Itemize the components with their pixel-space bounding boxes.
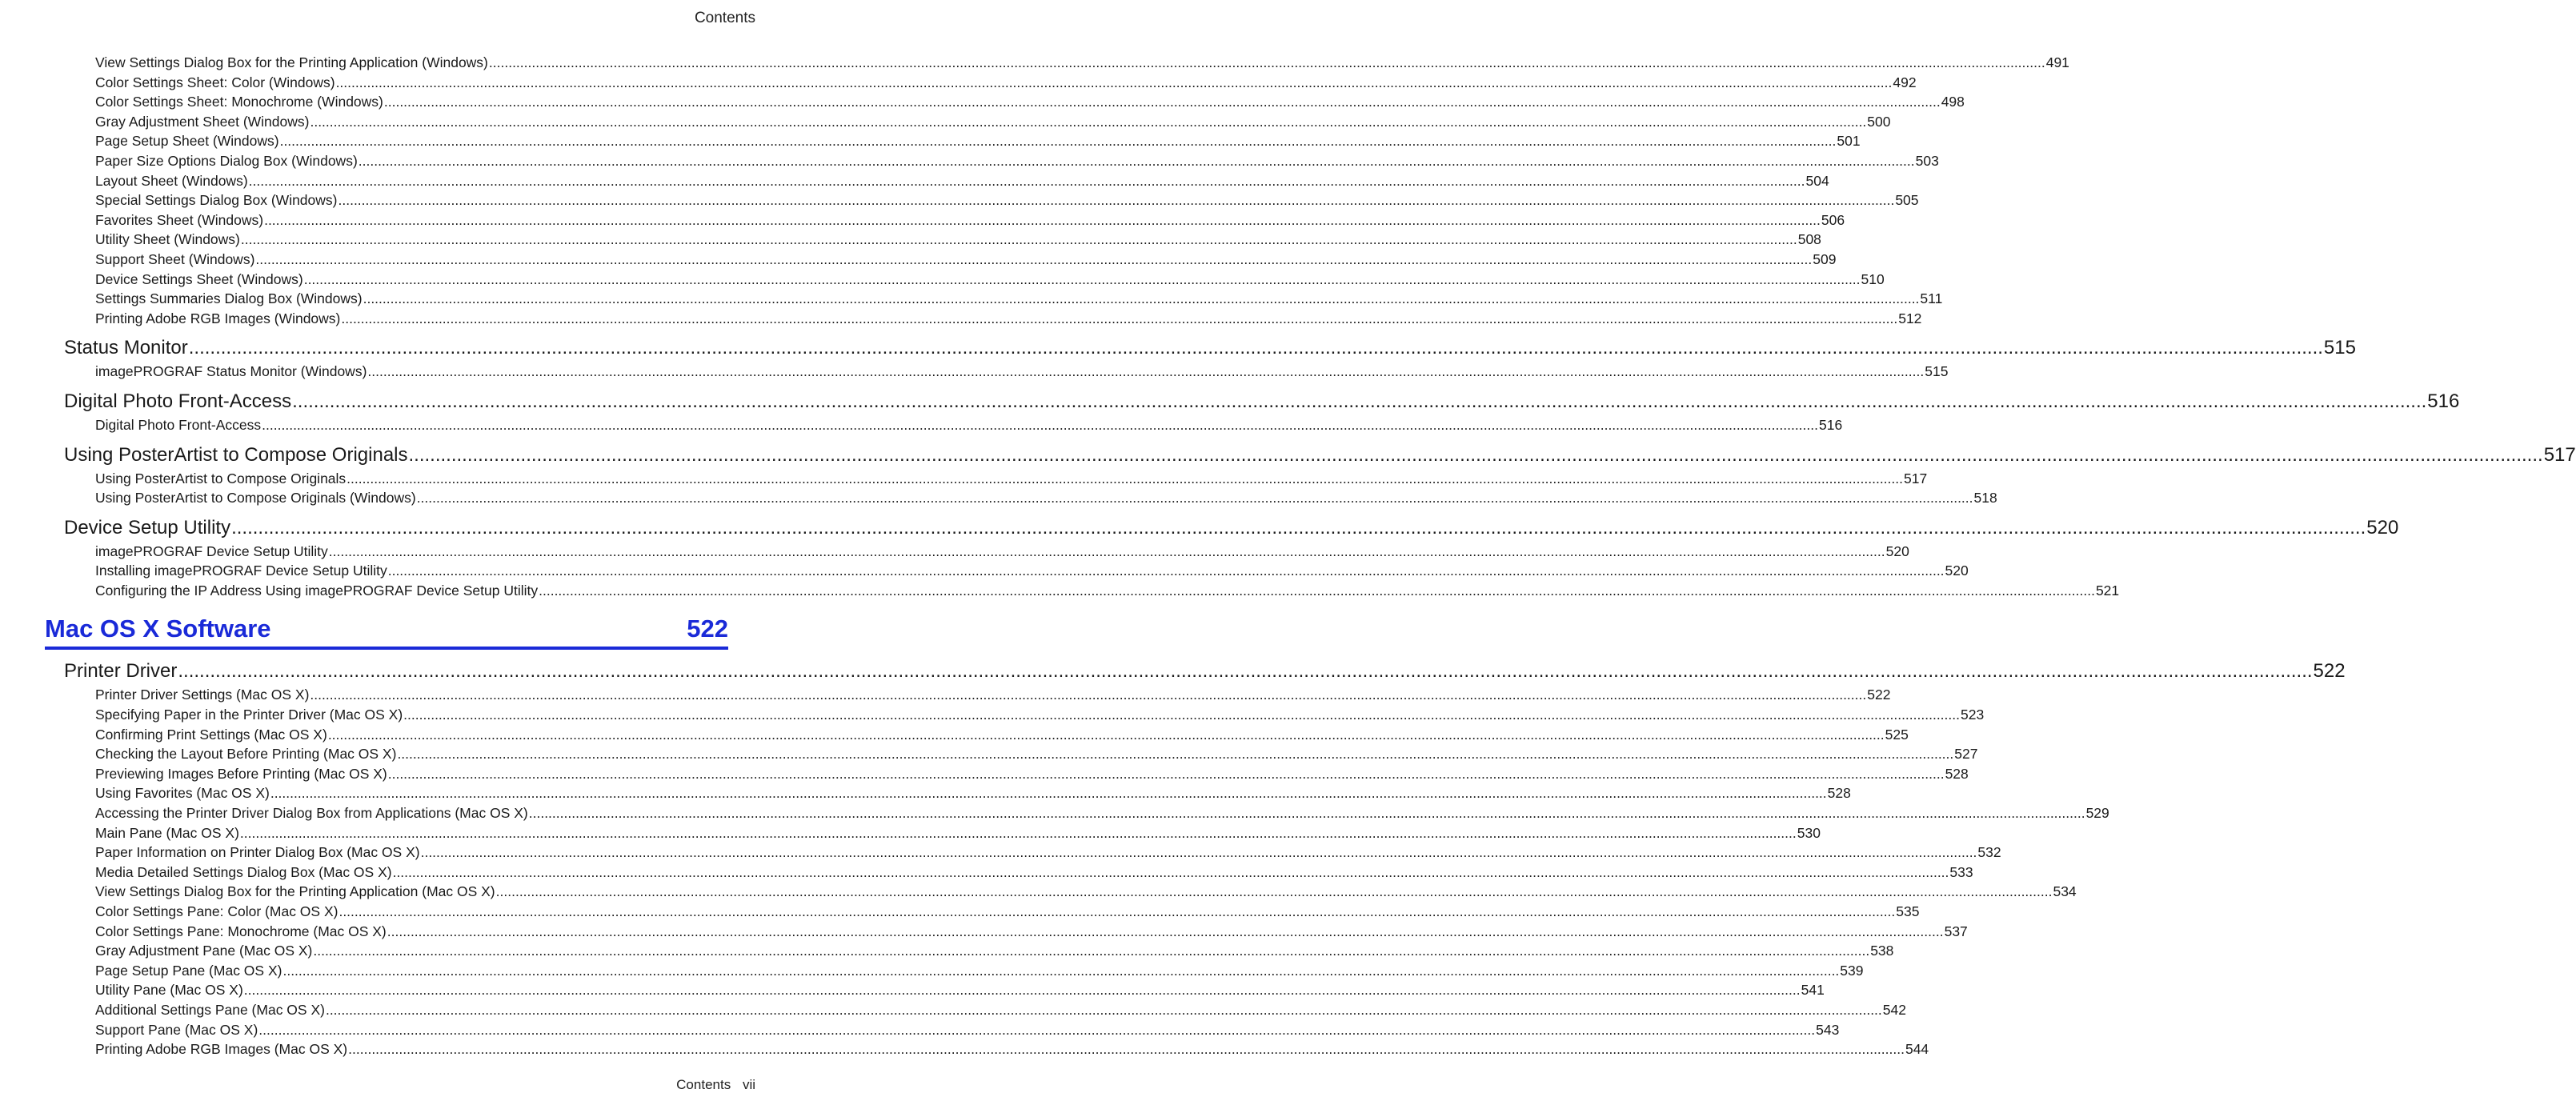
toc-entry-text: Support Sheet (Windows) <box>95 250 255 267</box>
toc-entry-text: Checking the Layout Before Printing (Mac OS X) <box>95 746 397 763</box>
page-number: 492 <box>1893 74 1917 90</box>
toc-entry-text: Gray Adjustment Pane (Mac OS X) <box>95 943 313 959</box>
toc-entry[interactable] <box>95 73 1917 93</box>
dot-leader: ................................................................................................................................................................................................................................................................................................................................................................................................................ <box>264 211 1821 228</box>
dot-leader: ................................................................................................................................................................................................................................................................................................................................................................................................................ <box>397 746 1954 763</box>
dot-leader: ................................................................................................................................................................................................................................................................................................................................................................................................................ <box>240 231 1797 248</box>
dot-leader: ................................................................................................................................................................................................................................................................................................................................................................................................................ <box>279 133 1837 150</box>
toc-entry[interactable] <box>95 725 1909 745</box>
toc-entry[interactable] <box>95 863 1973 883</box>
toc-entry-text: Page Setup Pane (Mac OS X) <box>95 962 282 979</box>
page-footer <box>676 1077 755 1093</box>
page-number: 491 <box>2045 54 2069 70</box>
dot-leader: ................................................................................................................................................................................................................................................................................................................................................................................................................ <box>367 363 1925 380</box>
dot-leader: ................................................................................................................................................................................................................................................................................................................................................................................................................ <box>248 172 1805 189</box>
dot-leader: ................................................................................................................................................................................................................................................................................................................................................................................................................ <box>528 805 2085 822</box>
page-number: 510 <box>1861 270 1885 287</box>
dot-leader: ................................................................................................................................................................................................................................................................................................................................................................................................................ <box>348 1041 1905 1058</box>
dot-leader: ................................................................................................................................................................................................................................................................................................................................................................................................................ <box>416 490 1973 506</box>
toc-entry-text: Confirming Print Settings (Mac OS X) <box>95 726 327 743</box>
page-number: 521 <box>2095 582 2120 599</box>
page-number: 508 <box>1797 231 1821 248</box>
page-number: 516 <box>1819 416 1843 433</box>
toc-entry[interactable] <box>95 744 1978 764</box>
dot-leader: ................................................................................................................................................................................................................................................................................................................................................................................................................ <box>420 844 1977 861</box>
toc-entry-text: Printing Adobe RGB Images (Windows) <box>95 310 341 326</box>
toc-entry[interactable] <box>95 131 1861 151</box>
page-number: 535 <box>1896 903 1920 919</box>
toc-entry[interactable] <box>95 561 1969 581</box>
section-heading-text: Status Monitor <box>64 337 188 359</box>
page-number: 532 <box>1977 844 2001 861</box>
chapter-title: Mac OS X Software <box>45 615 271 643</box>
dot-leader: ................................................................................................................................................................................................................................................................................................................................................................................................................ <box>363 290 1920 307</box>
dot-leader: ................................................................................................................................................................................................................................................................................................................................................................................................................ <box>392 863 1949 880</box>
toc-entry[interactable] <box>95 250 1837 270</box>
page-number: 520 <box>1885 542 1909 559</box>
page-number: 516 <box>2427 390 2460 412</box>
dot-leader: ................................................................................................................................................................................................................................................................................................................................................................................................................ <box>282 962 1840 979</box>
toc-entry-text: Color Settings Pane: Monochrome (Mac OS X) <box>95 923 387 939</box>
toc-entry[interactable] <box>95 843 2001 863</box>
toc-entry[interactable] <box>95 803 2109 823</box>
toc-entry-text: Specifying Paper in the Printer Driver (Mac OS X) <box>95 707 403 723</box>
dot-leader: ................................................................................................................................................................................................................................................................................................................................................................................................................ <box>231 516 2366 538</box>
dot-leader: ................................................................................................................................................................................................................................................................................................................................................................................................................ <box>358 152 1915 169</box>
section-heading-text: Printer Driver <box>64 660 178 683</box>
page-number: 517 <box>1904 470 1928 486</box>
toc-entry[interactable] <box>95 151 1939 171</box>
dot-leader: ................................................................................................................................................................................................................................................................................................................................................................................................................ <box>539 582 2095 599</box>
toc-entry-text: Digital Photo Front-Access <box>95 416 262 433</box>
toc-entry-text: Using PosterArtist to Compose Originals <box>95 470 347 486</box>
toc-entry-text: Printing Adobe RGB Images (Mac OS X) <box>95 1041 348 1058</box>
toc-entry[interactable] <box>95 922 1968 942</box>
page-number: 517 <box>2543 443 2576 466</box>
toc-entry-text: Gray Adjustment Sheet (Windows) <box>95 113 310 130</box>
page-number: 543 <box>1816 1021 1840 1038</box>
page-number: 534 <box>2053 883 2077 900</box>
dot-leader: ................................................................................................................................................................................................................................................................................................................................................................................................................ <box>262 416 1818 433</box>
toc-entry[interactable] <box>95 488 1997 508</box>
toc-entry-text: Main Pane (Mac OS X) <box>95 824 239 841</box>
toc-entry[interactable] <box>95 309 1922 329</box>
toc-entry[interactable] <box>95 823 1821 843</box>
dot-leader: ................................................................................................................................................................................................................................................................................................................................................................................................................ <box>387 923 1944 939</box>
toc-entry-text: Special Settings Dialog Box (Windows) <box>95 192 338 209</box>
toc-entry[interactable] <box>95 171 1829 191</box>
toc-entry-text: Color Settings Sheet: Color (Windows) <box>95 74 335 90</box>
toc-entry[interactable] <box>95 469 1928 489</box>
page-number: 520 <box>1945 563 1969 579</box>
page-number: 533 <box>1949 863 1973 880</box>
page-number: 525 <box>1885 726 1909 743</box>
table-of-contents <box>0 53 2576 1059</box>
dot-leader: ................................................................................................................................................................................................................................................................................................................................................................................................................ <box>347 470 1903 486</box>
page-number: 528 <box>1827 785 1851 802</box>
page-number: 542 <box>1882 1001 1906 1018</box>
page-number: 520 <box>2366 516 2399 538</box>
toc-entry-text: Printer Driver Settings (Mac OS X) <box>95 687 310 703</box>
dot-leader: ................................................................................................................................................................................................................................................................................................................................................................................................................ <box>328 542 1885 559</box>
toc-entry[interactable] <box>95 764 1969 784</box>
page-number: 537 <box>1944 923 1968 939</box>
page-number: 505 <box>1895 192 1919 209</box>
page-number: 541 <box>1801 982 1825 999</box>
page-number: 511 <box>1920 290 1943 307</box>
dot-leader: ................................................................................................................................................................................................................................................................................................................................................................................................................ <box>341 310 1898 326</box>
toc-entry[interactable] <box>95 685 1891 705</box>
page-number: 523 <box>1961 707 1985 723</box>
toc-entry[interactable] <box>95 882 2077 902</box>
dot-leader: ................................................................................................................................................................................................................................................................................................................................................................................................................ <box>178 660 2313 683</box>
dot-leader: ................................................................................................................................................................................................................................................................................................................................................................................................................ <box>495 883 2053 900</box>
toc-entry[interactable] <box>95 1039 1929 1059</box>
toc-entry[interactable] <box>95 581 2120 601</box>
toc-entry[interactable] <box>95 53 2069 73</box>
page-number: 528 <box>1945 765 1969 782</box>
toc-entry[interactable] <box>95 415 1843 435</box>
toc-entry-text: Accessing the Printer Driver Dialog Box from Applications (Mac OS X) <box>95 805 528 822</box>
page-number: 503 <box>1915 152 1939 169</box>
page-number: 518 <box>1973 490 1997 506</box>
toc-entry[interactable] <box>95 230 1821 250</box>
chapter-heading[interactable] <box>45 611 728 650</box>
section-heading[interactable] <box>64 658 2346 685</box>
dot-leader: ................................................................................................................................................................................................................................................................................................................................................................................................................ <box>270 785 1827 802</box>
dot-leader: ................................................................................................................................................................................................................................................................................................................................................................................................................ <box>310 113 1867 130</box>
section-heading[interactable] <box>64 514 2399 542</box>
toc-entry-text: View Settings Dialog Box for the Printing Application (Mac OS X) <box>95 883 495 900</box>
toc-entry[interactable] <box>95 980 1825 1000</box>
dot-leader: ................................................................................................................................................................................................................................................................................................................................................................................................................ <box>243 982 1801 999</box>
dot-leader: ................................................................................................................................................................................................................................................................................................................................................................................................................ <box>310 687 1867 703</box>
toc-entry-text: Utility Pane (Mac OS X) <box>95 982 243 999</box>
dot-leader: ................................................................................................................................................................................................................................................................................................................................................................................................................ <box>335 74 1893 90</box>
toc-entry[interactable] <box>95 1000 1906 1020</box>
toc-entry-text: Device Settings Sheet (Windows) <box>95 270 303 287</box>
toc-entry[interactable] <box>95 1020 1840 1040</box>
footer-page-number: vii <box>742 1077 755 1092</box>
dot-leader: ................................................................................................................................................................................................................................................................................................................................................................................................................ <box>258 1021 1816 1038</box>
dot-leader: ................................................................................................................................................................................................................................................................................................................................................................................................................ <box>327 726 1885 743</box>
page-number: 544 <box>1905 1041 1929 1058</box>
section-heading-text: Device Setup Utility <box>64 516 231 538</box>
section-heading[interactable] <box>64 388 2460 415</box>
toc-entry[interactable] <box>95 289 1943 309</box>
dot-leader: ................................................................................................................................................................................................................................................................................................................................................................................................................ <box>239 824 1797 841</box>
dot-leader: ................................................................................................................................................................................................................................................................................................................................................................................................................ <box>403 707 1960 723</box>
section-heading-text: Using PosterArtist to Compose Originals <box>64 443 408 466</box>
dot-leader: ................................................................................................................................................................................................................................................................................................................................................................................................................ <box>387 563 1945 579</box>
page-number: 522 <box>1867 687 1891 703</box>
page-number: 504 <box>1805 172 1829 189</box>
toc-entry[interactable] <box>95 210 1845 230</box>
toc-entry-text: imagePROGRAF Device Setup Utility <box>95 542 328 559</box>
toc-entry-text: Favorites Sheet (Windows) <box>95 211 264 228</box>
dot-leader: ................................................................................................................................................................................................................................................................................................................................................................................................................ <box>488 54 2045 70</box>
page-number: 515 <box>1925 363 1949 380</box>
toc-entry-text: imagePROGRAF Status Monitor (Windows) <box>95 363 367 380</box>
page-number: 506 <box>1821 211 1845 228</box>
chapter-page-number: 522 <box>687 615 728 643</box>
page-number: 538 <box>1870 943 1894 959</box>
dot-leader: ................................................................................................................................................................................................................................................................................................................................................................................................................ <box>339 903 1896 919</box>
toc-entry-text: Additional Settings Pane (Mac OS X) <box>95 1001 325 1018</box>
dot-leader: ................................................................................................................................................................................................................................................................................................................................................................................................................ <box>325 1001 1882 1018</box>
page-number: 530 <box>1797 824 1821 841</box>
dot-leader: ................................................................................................................................................................................................................................................................................................................................................................................................................ <box>387 765 1945 782</box>
dot-leader: ................................................................................................................................................................................................................................................................................................................................................................................................................ <box>303 270 1861 287</box>
dot-leader: ................................................................................................................................................................................................................................................................................................................................................................................................................ <box>313 943 1870 959</box>
page-number: 529 <box>2085 805 2109 822</box>
toc-entry-text: Paper Information on Printer Dialog Box (Mac OS X) <box>95 844 420 861</box>
page-number: 527 <box>1954 746 1978 763</box>
toc-entry-text: Utility Sheet (Windows) <box>95 231 240 248</box>
dot-leader: ................................................................................................................................................................................................................................................................................................................................................................................................................ <box>383 94 1941 110</box>
page-number: 509 <box>1813 250 1837 267</box>
footer-label: Contents <box>676 1077 731 1092</box>
toc-entry[interactable] <box>95 190 1919 210</box>
section-heading-text: Digital Photo Front-Access <box>64 390 292 412</box>
page-header-title: Contents <box>694 10 755 26</box>
toc-entry[interactable] <box>95 941 1894 961</box>
section-heading[interactable] <box>64 334 2356 362</box>
page-number: 501 <box>1837 133 1861 150</box>
toc-entry-text: Support Pane (Mac OS X) <box>95 1021 258 1038</box>
dot-leader: ................................................................................................................................................................................................................................................................................................................................................................................................................ <box>292 390 2427 412</box>
toc-entry[interactable] <box>95 92 1965 112</box>
toc-entry[interactable] <box>95 783 1851 803</box>
page-number: 539 <box>1840 962 1864 979</box>
toc-entry-text: Installing imagePROGRAF Device Setup Utility <box>95 563 387 579</box>
section-heading[interactable] <box>64 442 2576 469</box>
dot-leader: ................................................................................................................................................................................................................................................................................................................................................................................................................ <box>255 250 1813 267</box>
dot-leader: ................................................................................................................................................................................................................................................................................................................................................................................................................ <box>338 192 1895 209</box>
page-number: 498 <box>1941 94 1965 110</box>
toc-entry-text: Settings Summaries Dialog Box (Windows) <box>95 290 363 307</box>
page-number: 522 <box>2313 660 2346 683</box>
toc-entry-text: Color Settings Sheet: Monochrome (Windows) <box>95 94 383 110</box>
toc-entry[interactable] <box>95 961 1864 981</box>
toc-entry[interactable] <box>95 362 1949 382</box>
toc-entry-text: Configuring the IP Address Using imagePROGRAF Device Setup Utility <box>95 582 539 599</box>
page-number: 512 <box>1898 310 1922 326</box>
dot-leader: ................................................................................................................................................................................................................................................................................................................................................................................................................ <box>408 443 2543 466</box>
toc-entry-text: Color Settings Pane: Color (Mac OS X) <box>95 903 339 919</box>
toc-entry[interactable] <box>95 112 1891 132</box>
page-number: 515 <box>2323 337 2356 359</box>
toc-entry-text: Page Setup Sheet (Windows) <box>95 133 279 150</box>
toc-entry-text: Using Favorites (Mac OS X) <box>95 785 270 802</box>
toc-entry-text: Paper Size Options Dialog Box (Windows) <box>95 152 358 169</box>
toc-entry[interactable] <box>95 542 1909 562</box>
toc-entry-text: Previewing Images Before Printing (Mac OS X) <box>95 765 387 782</box>
toc-entry[interactable] <box>95 270 1885 290</box>
toc-entry-text: Layout Sheet (Windows) <box>95 172 248 189</box>
toc-entry-text: Using PosterArtist to Compose Originals (Windows) <box>95 490 416 506</box>
page-number: 500 <box>1867 113 1891 130</box>
toc-entry[interactable] <box>95 705 1985 725</box>
toc-entry-text: View Settings Dialog Box for the Printing Application (Windows) <box>95 54 488 70</box>
toc-entry[interactable] <box>95 902 1920 922</box>
toc-entry-text: Media Detailed Settings Dialog Box (Mac OS X) <box>95 863 392 880</box>
dot-leader: ................................................................................................................................................................................................................................................................................................................................................................................................................ <box>188 337 2323 359</box>
